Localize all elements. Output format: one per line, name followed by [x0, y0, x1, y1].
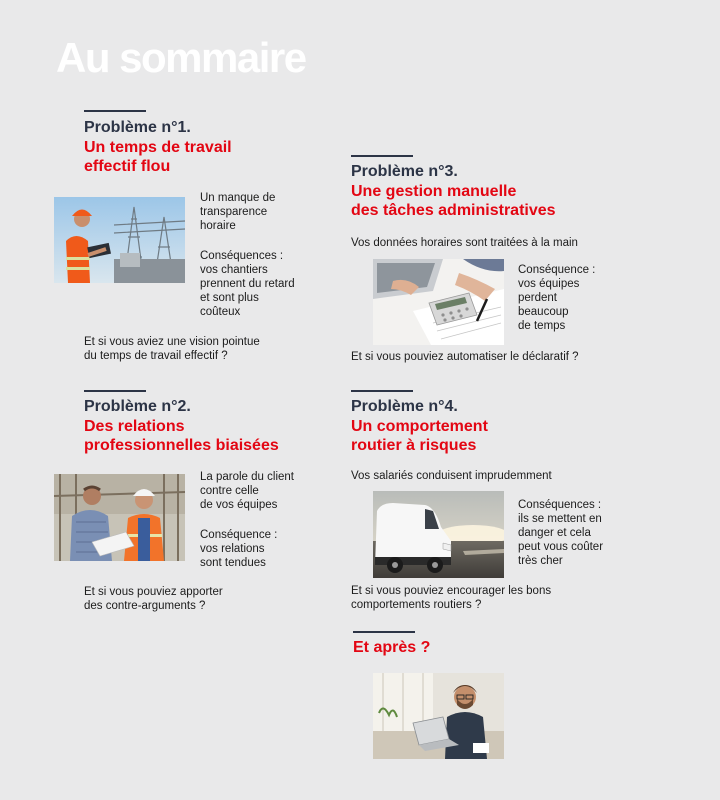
calculator-desk-photo [373, 259, 504, 345]
problem-2-consequence: Conséquence : vos relations sont tendues [200, 529, 278, 569]
problem-2-title: Des relations professionnelles biaisées [84, 418, 279, 454]
problem-3-title: Une gestion manuelle des tâches administratives [351, 183, 556, 219]
problem-3-consequence: Conséquence : vos équipes perdent beaucoup de temps [518, 264, 596, 332]
worker-laptop-photo [54, 197, 185, 283]
section-divider [351, 390, 413, 392]
section-divider [84, 110, 146, 112]
section-divider [353, 631, 415, 633]
problem-4-number: Problème n°4. [351, 398, 458, 415]
section-divider [84, 390, 146, 392]
problem-1-question: Et si vous aviez une vision pointue du temps de travail effectif ? [84, 336, 260, 362]
problem-3-question: Et si vous pouviez automatiser le déclaratif ? [351, 351, 579, 363]
problem-2-number: Problème n°2. [84, 398, 191, 415]
problem-1-title: Un temps de travail effectif flou [84, 139, 232, 175]
problem-1-consequence: Conséquences : vos chantiers prennent du retard et sont plus coûteux [200, 250, 295, 318]
problem-3-statement: Vos données horaires sont traitées à la main [351, 237, 578, 249]
section-divider [351, 155, 413, 157]
problem-4-consequence: Conséquences : ils se mettent en danger et cela peut vous coûter très cher [518, 499, 604, 567]
man-laptop-photo [373, 673, 504, 759]
van-road-photo [373, 491, 504, 578]
problem-2-question: Et si vous pouviez apporter des contre-arguments ? [84, 586, 223, 612]
problem-2-statement: La parole du client contre celle de vos équipes [200, 471, 294, 511]
problem-1-statement: Un manque de transparence horaire [200, 192, 276, 232]
problem-3-number: Problème n°3. [351, 163, 458, 180]
problem-4-question: Et si vous pouviez encourager les bons comportements routiers ? [351, 585, 552, 611]
problem-1-number: Problème n°1. [84, 119, 191, 136]
problem-4-statement: Vos salariés conduisent imprudemment [351, 470, 552, 482]
page-title: Au sommaire [56, 34, 306, 81]
next-section-title: Et après ? [353, 639, 431, 656]
problem-4-title: Un comportement routier à risques [351, 418, 488, 454]
site-meeting-photo [54, 474, 185, 561]
